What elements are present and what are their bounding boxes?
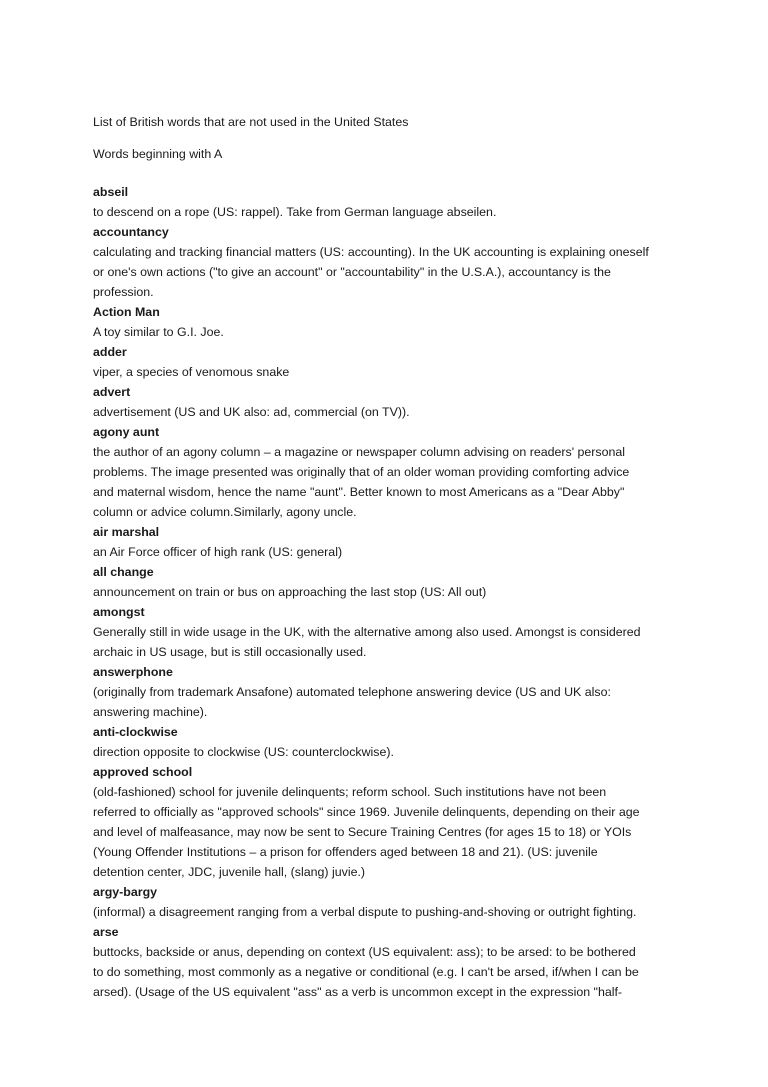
definition-line: problems. The image presented was originally that of an older woman providing comforting advice	[93, 465, 630, 479]
document-title: List of British words that are not used in the United States	[93, 115, 409, 129]
list-item	[93, 522, 683, 562]
entry-term: adder	[93, 345, 127, 359]
entry-definition	[93, 242, 683, 302]
definition-line: to descend on a rope (US: rappel). Take from German language abseilen.	[93, 205, 497, 219]
definition-line: answering machine).	[93, 705, 208, 719]
definition-line: Generally still in wide usage in the UK, with the alternative among also used. Amongst is considered	[93, 625, 641, 639]
entry-list	[93, 182, 683, 1002]
entry-term: arse	[93, 925, 119, 939]
entry-definition	[93, 622, 683, 662]
entry-definition	[93, 362, 683, 382]
definition-line: buttocks, backside or anus, depending on context (US equivalent: ass); to be arsed: to be bothered	[93, 945, 636, 959]
entry-term: abseil	[93, 185, 129, 199]
definition-line: arsed). (Usage of the US equivalent "ass" as a verb is uncommon except in the expression "half-	[93, 985, 623, 999]
definition-line: to do something, most commonly as a negative or conditional (e.g. I can't be arsed, if/when I can be	[93, 965, 639, 979]
entry-definition	[93, 402, 683, 422]
entry-term: answerphone	[93, 665, 173, 679]
definition-line: calculating and tracking financial matters (US: accounting). In the UK accounting is explaining oneself	[93, 245, 649, 259]
list-item	[93, 342, 683, 382]
definition-line: direction opposite to clockwise (US: counterclockwise).	[93, 745, 394, 759]
list-item	[93, 602, 683, 662]
entry-definition	[93, 782, 683, 882]
entry-definition	[93, 442, 683, 522]
list-item	[93, 222, 683, 302]
entry-definition	[93, 742, 683, 762]
list-item	[93, 562, 683, 602]
definition-line: an Air Force officer of high rank (US: general)	[93, 545, 343, 559]
definition-line: and level of malfeasance, may now be sent to Secure Training Centres (for ages 15 to 18) or YOIs	[93, 825, 632, 839]
entry-definition	[93, 542, 683, 562]
list-item	[93, 302, 683, 342]
entry-definition	[93, 902, 683, 922]
definition-line: viper, a species of venomous snake	[93, 365, 290, 379]
section-heading: Words beginning with A	[93, 147, 223, 161]
entry-term: advert	[93, 385, 131, 399]
entry-term: argy-bargy	[93, 885, 158, 899]
entry-definition	[93, 582, 683, 602]
definition-line: referred to officially as "approved schools" since 1969. Juvenile delinquents, depending on their age	[93, 805, 640, 819]
definition-line: column or advice column.Similarly, agony uncle.	[93, 505, 357, 519]
definition-line: archaic in US usage, but is still occasionally used.	[93, 645, 367, 659]
list-item	[93, 922, 683, 1002]
definition-line: A toy similar to G.I. Joe.	[93, 325, 224, 339]
list-item	[93, 722, 683, 762]
document-page	[93, 112, 683, 1002]
definition-line: advertisement (US and UK also: ad, commercial (on TV)).	[93, 405, 410, 419]
entry-term: accountancy	[93, 225, 169, 239]
list-item	[93, 382, 683, 422]
list-item	[93, 762, 683, 882]
definition-line: the author of an agony column – a magazine or newspaper column advising on readers' personal	[93, 445, 626, 459]
definition-line: (informal) a disagreement ranging from a verbal dispute to pushing-and-shoving or outright fighting.	[93, 905, 637, 919]
entry-definition	[93, 682, 683, 722]
list-item	[93, 422, 683, 522]
entry-term: Action Man	[93, 305, 160, 319]
entry-definition	[93, 942, 683, 1002]
definition-line: and maternal wisdom, hence the name "aunt". Better known to most Americans as a "Dear Abby"	[93, 485, 625, 499]
entry-definition	[93, 322, 683, 342]
definition-line: (originally from trademark Ansafone) automated telephone answering device (US and UK also:	[93, 685, 611, 699]
list-item	[93, 662, 683, 722]
entry-term: anti-clockwise	[93, 725, 178, 739]
definition-line: or one's own actions ("to give an account" or "accountability" in the U.S.A.), accountancy is the	[93, 265, 611, 279]
definition-line: detention center, JDC, juvenile hall, (slang) juvie.)	[93, 865, 366, 879]
entry-definition	[93, 202, 683, 222]
definition-line: (old-fashioned) school for juvenile delinquents; reform school. Such institutions have not been	[93, 785, 607, 799]
entry-term: air marshal	[93, 525, 160, 539]
list-item	[93, 182, 683, 222]
list-item	[93, 882, 683, 922]
entry-term: all change	[93, 565, 154, 579]
definition-line: announcement on train or bus on approaching the last stop (US: All out)	[93, 585, 487, 599]
entry-term: approved school	[93, 765, 193, 779]
definition-line: (Young Offender Institutions – a prison for offenders aged between 18 and 21). (US: juvenile	[93, 845, 598, 859]
entry-term: amongst	[93, 605, 145, 619]
entry-term: agony aunt	[93, 425, 160, 439]
definition-line: profession.	[93, 285, 154, 299]
